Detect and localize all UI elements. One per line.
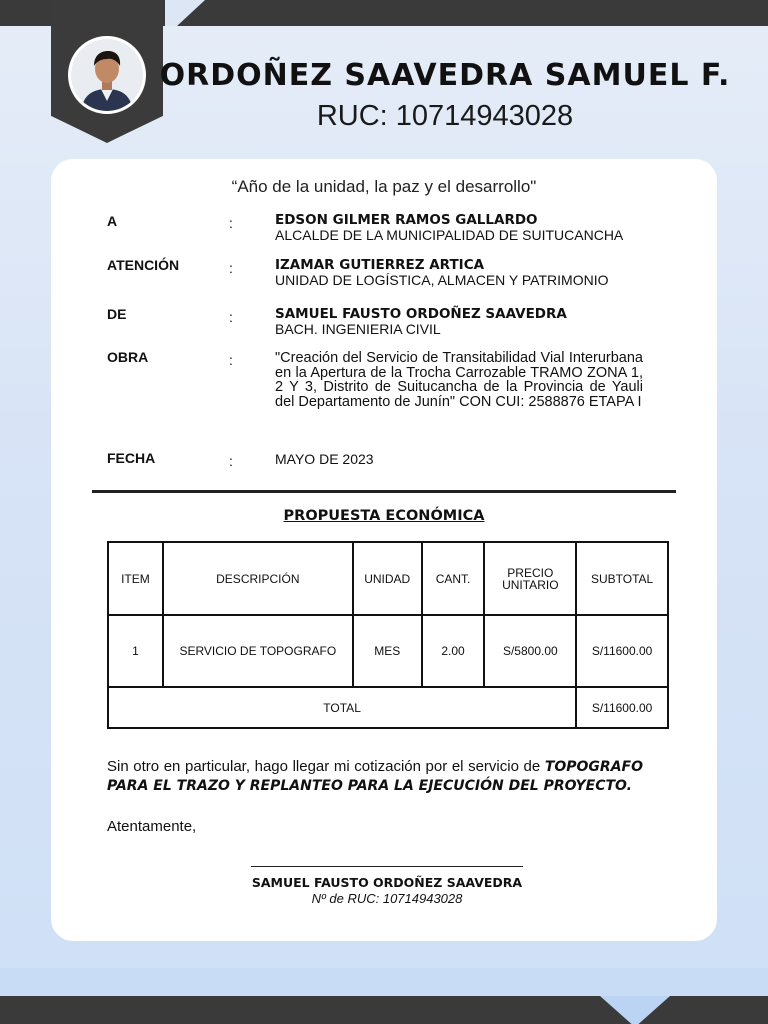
section-divider — [92, 490, 676, 493]
recipient-title: ALCALDE DE LA MUNICIPALIDAD DE SUITUCANCHA — [275, 226, 624, 243]
cell-precio: S/5800.00 — [484, 615, 576, 687]
field-de-label: DE — [107, 306, 127, 322]
closing-emphasis: TOPOGRAFO PARA EL TRAZO Y REPLANTEO PARA LA EJECUCIÓN DEL PROYECTO. — [107, 759, 643, 794]
header-item: ITEM — [108, 542, 163, 615]
field-atencion-value — [275, 258, 643, 287]
field-obra-colon: : — [229, 352, 233, 368]
signature-name: SAMUEL FAUSTO ORDOÑEZ SAAVEDRA — [251, 875, 523, 890]
header-subtotal: SUBTOTAL — [576, 542, 668, 615]
avatar — [68, 36, 146, 114]
cell-cant: 2.00 — [422, 615, 485, 687]
cell-unidad: MES — [353, 615, 422, 687]
field-fecha-label: FECHA — [107, 450, 156, 466]
header-ruc: RUC: 10714943028 — [316, 100, 574, 132]
table-total-row — [108, 687, 668, 728]
proposal-table — [107, 541, 669, 729]
closing-text: Sin otro en particular, hago llegar mi cotización por el servicio de — [107, 758, 545, 775]
table-row — [108, 615, 668, 687]
field-obra-label: OBRA — [107, 349, 149, 365]
header-unidad: UNIDAD — [353, 542, 422, 615]
date-value: MAYO DE 2023 — [275, 451, 374, 467]
sender-name: SAMUEL FAUSTO ORDOÑEZ SAAVEDRA — [275, 306, 567, 322]
total-value: S/11600.00 — [576, 687, 668, 728]
field-a-colon: : — [229, 215, 233, 231]
cell-subtotal: S/11600.00 — [576, 615, 668, 687]
field-de-colon: : — [229, 309, 233, 325]
header-precio: PRECIO UNITARIO — [484, 542, 576, 615]
proposal-title: PROPUESTA ECONÓMICA — [283, 508, 485, 524]
cell-descripcion: SERVICIO DE TOPOGRAFO — [163, 615, 353, 687]
attention-name: IZAMAR GUTIERREZ ARTICA — [275, 257, 485, 273]
field-a-value — [275, 213, 643, 242]
sender-title: BACH. INGENIERIA CIVIL — [275, 320, 441, 337]
cell-item: 1 — [108, 615, 163, 687]
attention-unit: UNIDAD DE LOGÍSTICA, ALMACEN Y PATRIMONIO — [275, 271, 609, 288]
total-label: TOTAL — [108, 687, 576, 728]
closing-paragraph — [107, 758, 643, 795]
field-de-value — [275, 307, 643, 336]
table-header-row — [108, 542, 668, 615]
signature-ruc: Nº de RUC: 10714943028 — [311, 891, 463, 906]
regards: Atentamente, — [107, 818, 197, 835]
field-atencion-colon: : — [229, 260, 233, 276]
year-motto: “Año de la unidad, la paz y el desarrollo" — [231, 177, 537, 196]
header-descripcion: DESCRIPCIÓN — [163, 542, 353, 615]
header-cant: CANT. — [422, 542, 485, 615]
field-fecha-colon: : — [229, 453, 233, 469]
field-atencion-label: ATENCIÓN — [107, 257, 180, 273]
person-photo-icon — [71, 39, 143, 111]
bottom-accent-band — [0, 968, 768, 998]
project-description: "Creación del Servicio de Transitabilidad Vial Interurbana en la Apertura de la Trocha Carrozable TRAMO ZONA 1, 2 Y 3, Distrito de Suitucancha de la Provincia de Yauli del Departamento de Junín" CON CUI: 2588876 ETAPA I — [275, 350, 643, 410]
recipient-name: EDSON GILMER RAMOS GALLARDO — [275, 212, 538, 228]
field-a-label: A — [107, 213, 118, 229]
header-name: ORDOÑEZ SAAVEDRA SAMUEL F. — [159, 58, 731, 93]
signature-line — [251, 866, 523, 867]
